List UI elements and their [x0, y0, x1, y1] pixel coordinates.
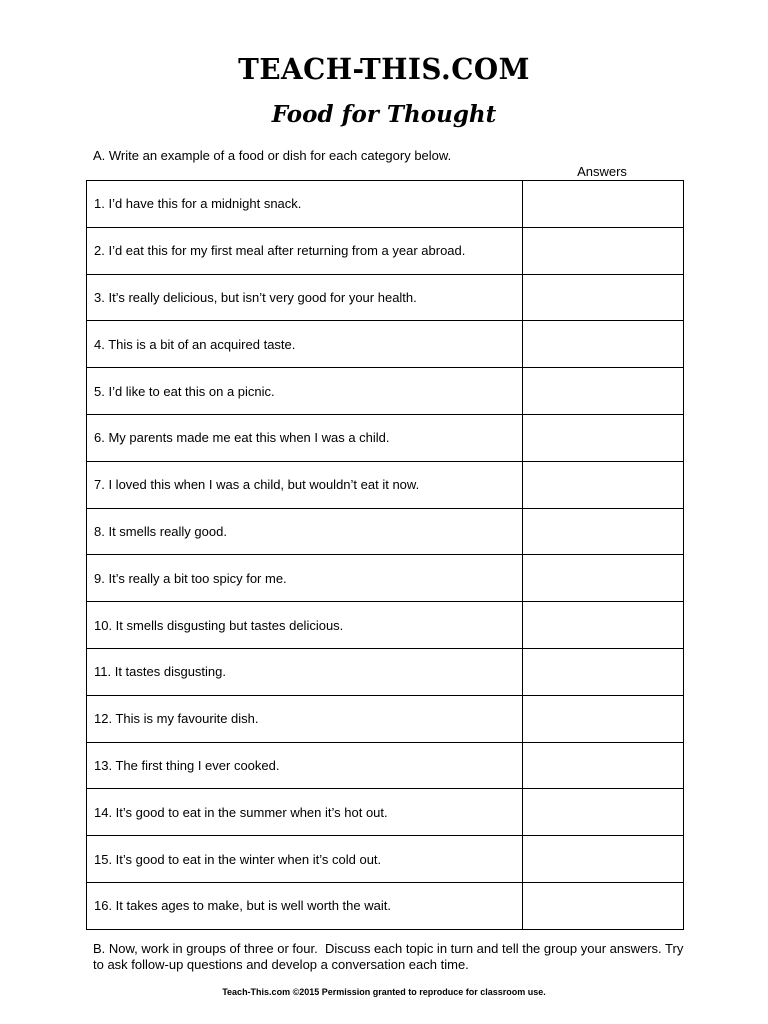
answer-cell[interactable] — [523, 274, 684, 321]
table-row — [87, 508, 684, 555]
answer-cell[interactable] — [523, 414, 684, 461]
table-row — [87, 789, 684, 836]
question-text: 6. My parents made me eat this when I was a child. — [87, 414, 523, 461]
table-row — [87, 648, 684, 695]
question-text: 12. This is my favourite dish. — [87, 695, 523, 742]
question-text: 10. It smells disgusting but tastes delicious. — [87, 602, 523, 649]
question-text: 11. It tastes disgusting. — [87, 648, 523, 695]
table-row — [87, 602, 684, 649]
site-title: TEACH-THIS.COM — [238, 52, 530, 86]
answer-cell[interactable] — [523, 555, 684, 602]
answer-cell[interactable] — [523, 789, 684, 836]
question-text: 9. It’s really a bit too spicy for me. — [87, 555, 523, 602]
table-row — [87, 181, 684, 228]
question-text: 16. It takes ages to make, but is well worth the wait. — [87, 882, 523, 929]
answer-cell[interactable] — [523, 461, 684, 508]
question-text: 7. I loved this when I was a child, but wouldn’t eat it now. — [87, 461, 523, 508]
question-text: 8. It smells really good. — [87, 508, 523, 555]
question-text: 2. I’d eat this for my first meal after returning from a year abroad. — [87, 227, 523, 274]
table-row — [87, 695, 684, 742]
answer-cell[interactable] — [523, 368, 684, 415]
instruction-b: B. Now, work in groups of three or four. Discuss each topic in turn and tell the group your answers. Try to ask follow-up questions and develop a conversation each time. — [93, 941, 687, 972]
copyright-footer: Teach-This.com ©2015 Permission granted to reproduce for classroom use. — [222, 987, 546, 997]
table-row — [87, 368, 684, 415]
answer-cell[interactable] — [523, 181, 684, 228]
worksheet-title: Food for Thought — [271, 101, 497, 128]
answer-cell[interactable] — [523, 227, 684, 274]
answer-cell[interactable] — [523, 602, 684, 649]
answer-cell[interactable] — [523, 882, 684, 929]
question-text: 1. I’d have this for a midnight snack. — [87, 181, 523, 228]
table-row — [87, 274, 684, 321]
table-row — [87, 836, 684, 883]
table-row — [87, 461, 684, 508]
answer-cell[interactable] — [523, 648, 684, 695]
answer-cell[interactable] — [523, 695, 684, 742]
table-row — [87, 882, 684, 929]
table-row — [87, 555, 684, 602]
question-text: 15. It’s good to eat in the winter when it’s cold out. — [87, 836, 523, 883]
answers-column-header: Answers — [577, 164, 627, 179]
answer-cell[interactable] — [523, 508, 684, 555]
table-row — [87, 414, 684, 461]
question-text: 3. It’s really delicious, but isn’t very good for your health. — [87, 274, 523, 321]
question-table — [86, 180, 684, 930]
instruction-a: A. Write an example of a food or dish for each category below. — [93, 148, 452, 163]
question-text: 5. I’d like to eat this on a picnic. — [87, 368, 523, 415]
question-text: 14. It’s good to eat in the summer when it’s hot out. — [87, 789, 523, 836]
answer-cell[interactable] — [523, 321, 684, 368]
table-row — [87, 321, 684, 368]
question-text: 13. The first thing I ever cooked. — [87, 742, 523, 789]
question-text: 4. This is a bit of an acquired taste. — [87, 321, 523, 368]
answer-cell[interactable] — [523, 836, 684, 883]
table-row — [87, 742, 684, 789]
table-row — [87, 227, 684, 274]
answer-cell[interactable] — [523, 742, 684, 789]
